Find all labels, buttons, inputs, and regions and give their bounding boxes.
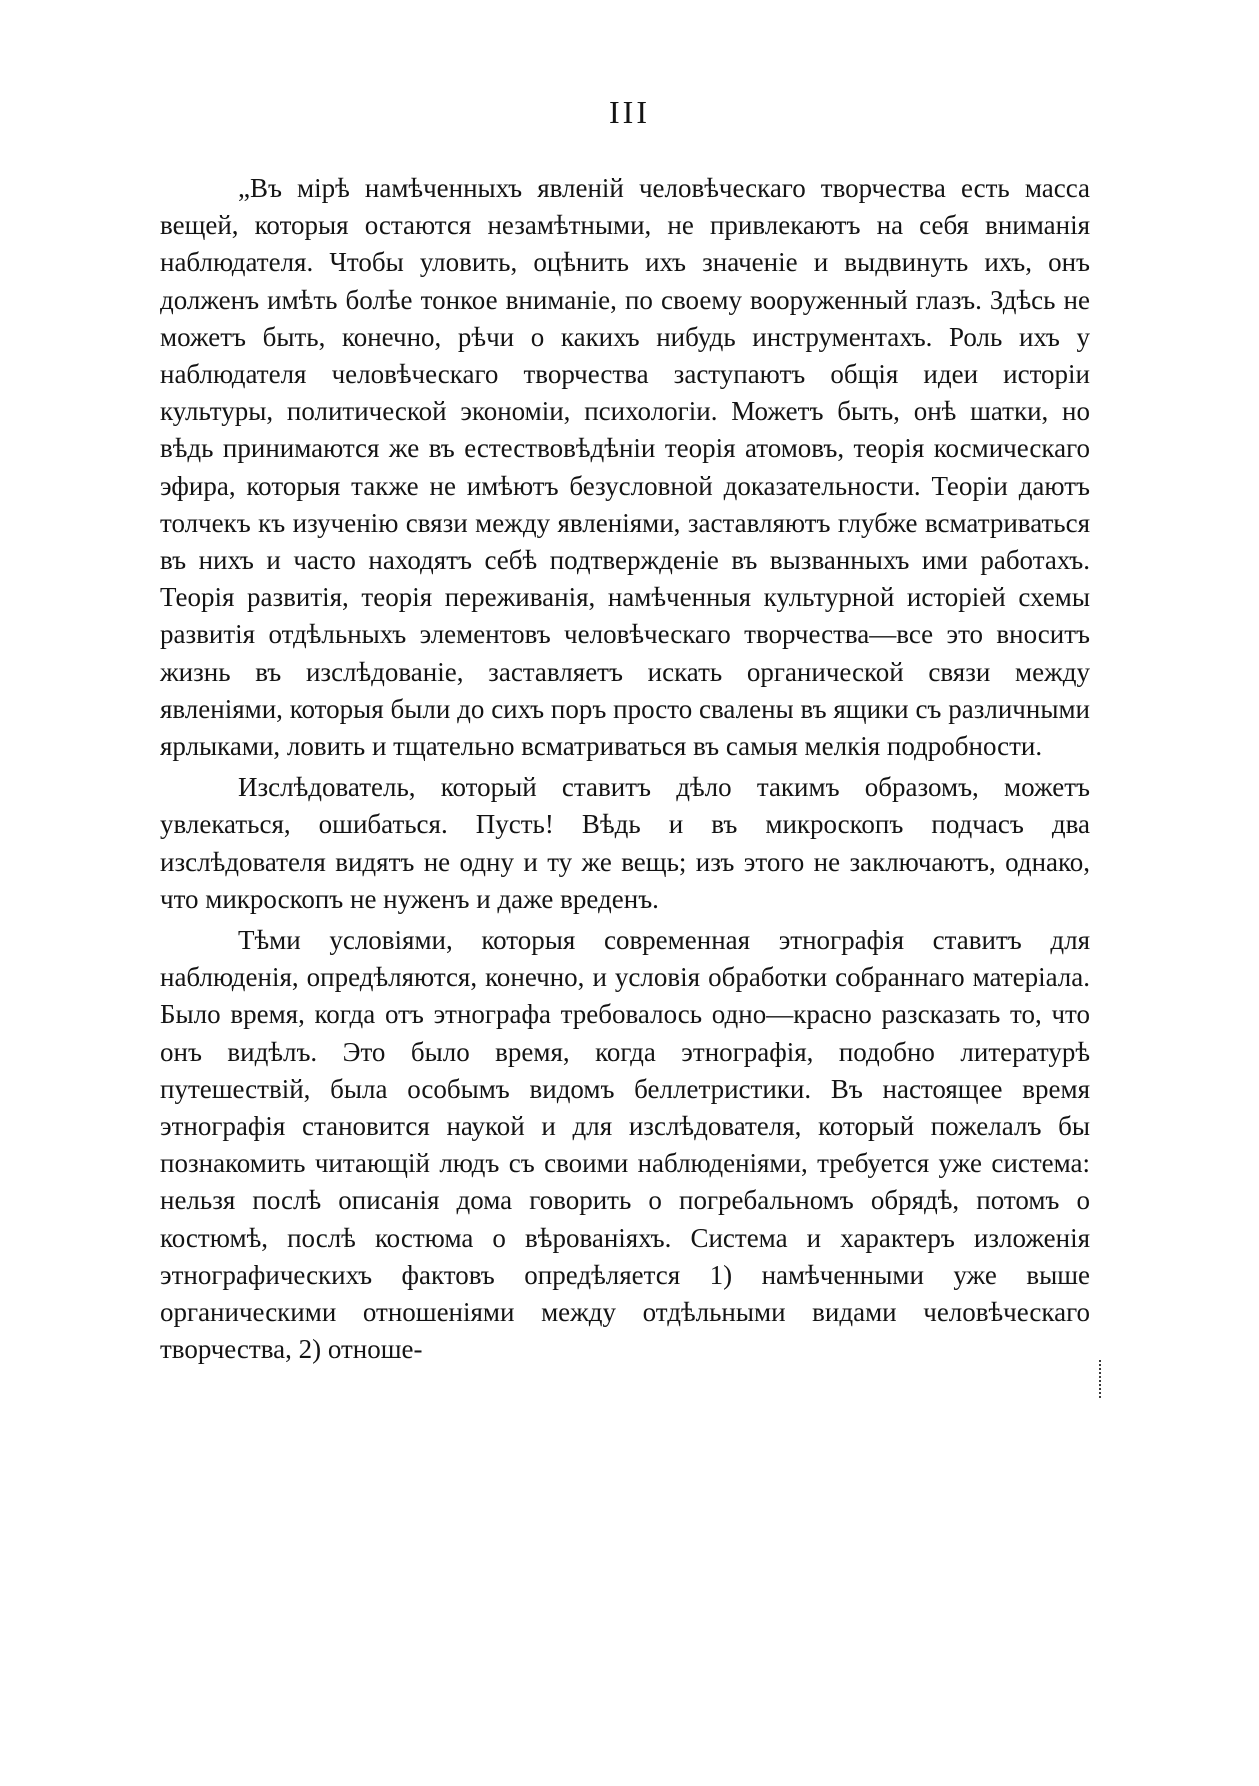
paragraph-3: Тѣми условіями, которыя современная этнографія ставитъ для наблюденія, опредѣляются, конечно, и условія обработки собраннаго матеріала. Было время, когда отъ этнографа требовалось одно—красно разсказать то, что онъ видѣлъ. Это было время, когда этнографія, подобно литературѣ путешествій, была особымъ видомъ беллетристики. Въ настоящее время этнографія становится наукой и для изслѣдователя, который пожелалъ бы познакомить читающій людъ съ своими наблюденіями, требуется уже система: нельзя послѣ описанія дома говорить о погребальномъ обрядѣ, потомъ о костюмѣ, послѣ костюма о вѣрованіяхъ. Система и характеръ изложенія этнографическихъ фактовъ опредѣляется 1) намѣченными уже выше органическими отношеніями между отдѣльными видами человѣческаго творчества, 2) отноше- — [160, 925, 1090, 1365]
margin-mark — [1099, 1360, 1105, 1398]
body-text — [160, 170, 1090, 1369]
paragraph-1: „Въ мірѣ намѣченныхъ явленій человѣческаго творчества есть масса вещей, которыя остаются незамѣтными, не привлекаютъ на себя вниманія наблюдателя. Чтобы уловить, оцѣнить ихъ значеніе и выдвинуть ихъ, онъ долженъ имѣть болѣе тонкое вниманіе, по своему вооруженный глазъ. Здѣсь не можетъ быть, конечно, рѣчи о какихъ нибудь инструментахъ. Роль ихъ у наблюдателя человѣческаго творчества заступаютъ общія идеи исторіи культуры, политической экономіи, психологіи. Можетъ быть, онѣ шатки, но вѣдь принимаются же въ естествовѣдѣніи теорія атомовъ, теорія космическаго эфира, которыя также не имѣютъ безусловной доказательности. Теоріи даютъ толчекъ къ изученію связи между явленіями, заставляютъ глубже всматриваться въ нихъ и часто находятъ себѣ подтвержденіе въ вызванныхъ ими работахъ. Теорія развитія, теорія переживанія, намѣченныя культурной исторіей схемы развитія отдѣльныхъ элементовъ человѣческаго творчества—все это вноситъ жизнь въ изслѣдованіе, заставляетъ искать органической связи между явленіями, которыя были до сихъ поръ просто свалены въ ящики съ различными ярлыками, ловить и тщательно всматриваться въ самыя мелкія подробности. — [160, 173, 1090, 762]
paragraph-2: Изслѣдователь, который ставитъ дѣло такимъ образомъ, можетъ увлекаться, ошибаться. Пусть! Вѣдь и въ микроскопъ подчасъ два изслѣдователя видятъ не одну и ту же вещь; изъ этого не заключаютъ, однако, что микроскопъ не нуженъ и даже вреденъ. — [160, 772, 1090, 914]
page-number: III — [609, 94, 650, 130]
